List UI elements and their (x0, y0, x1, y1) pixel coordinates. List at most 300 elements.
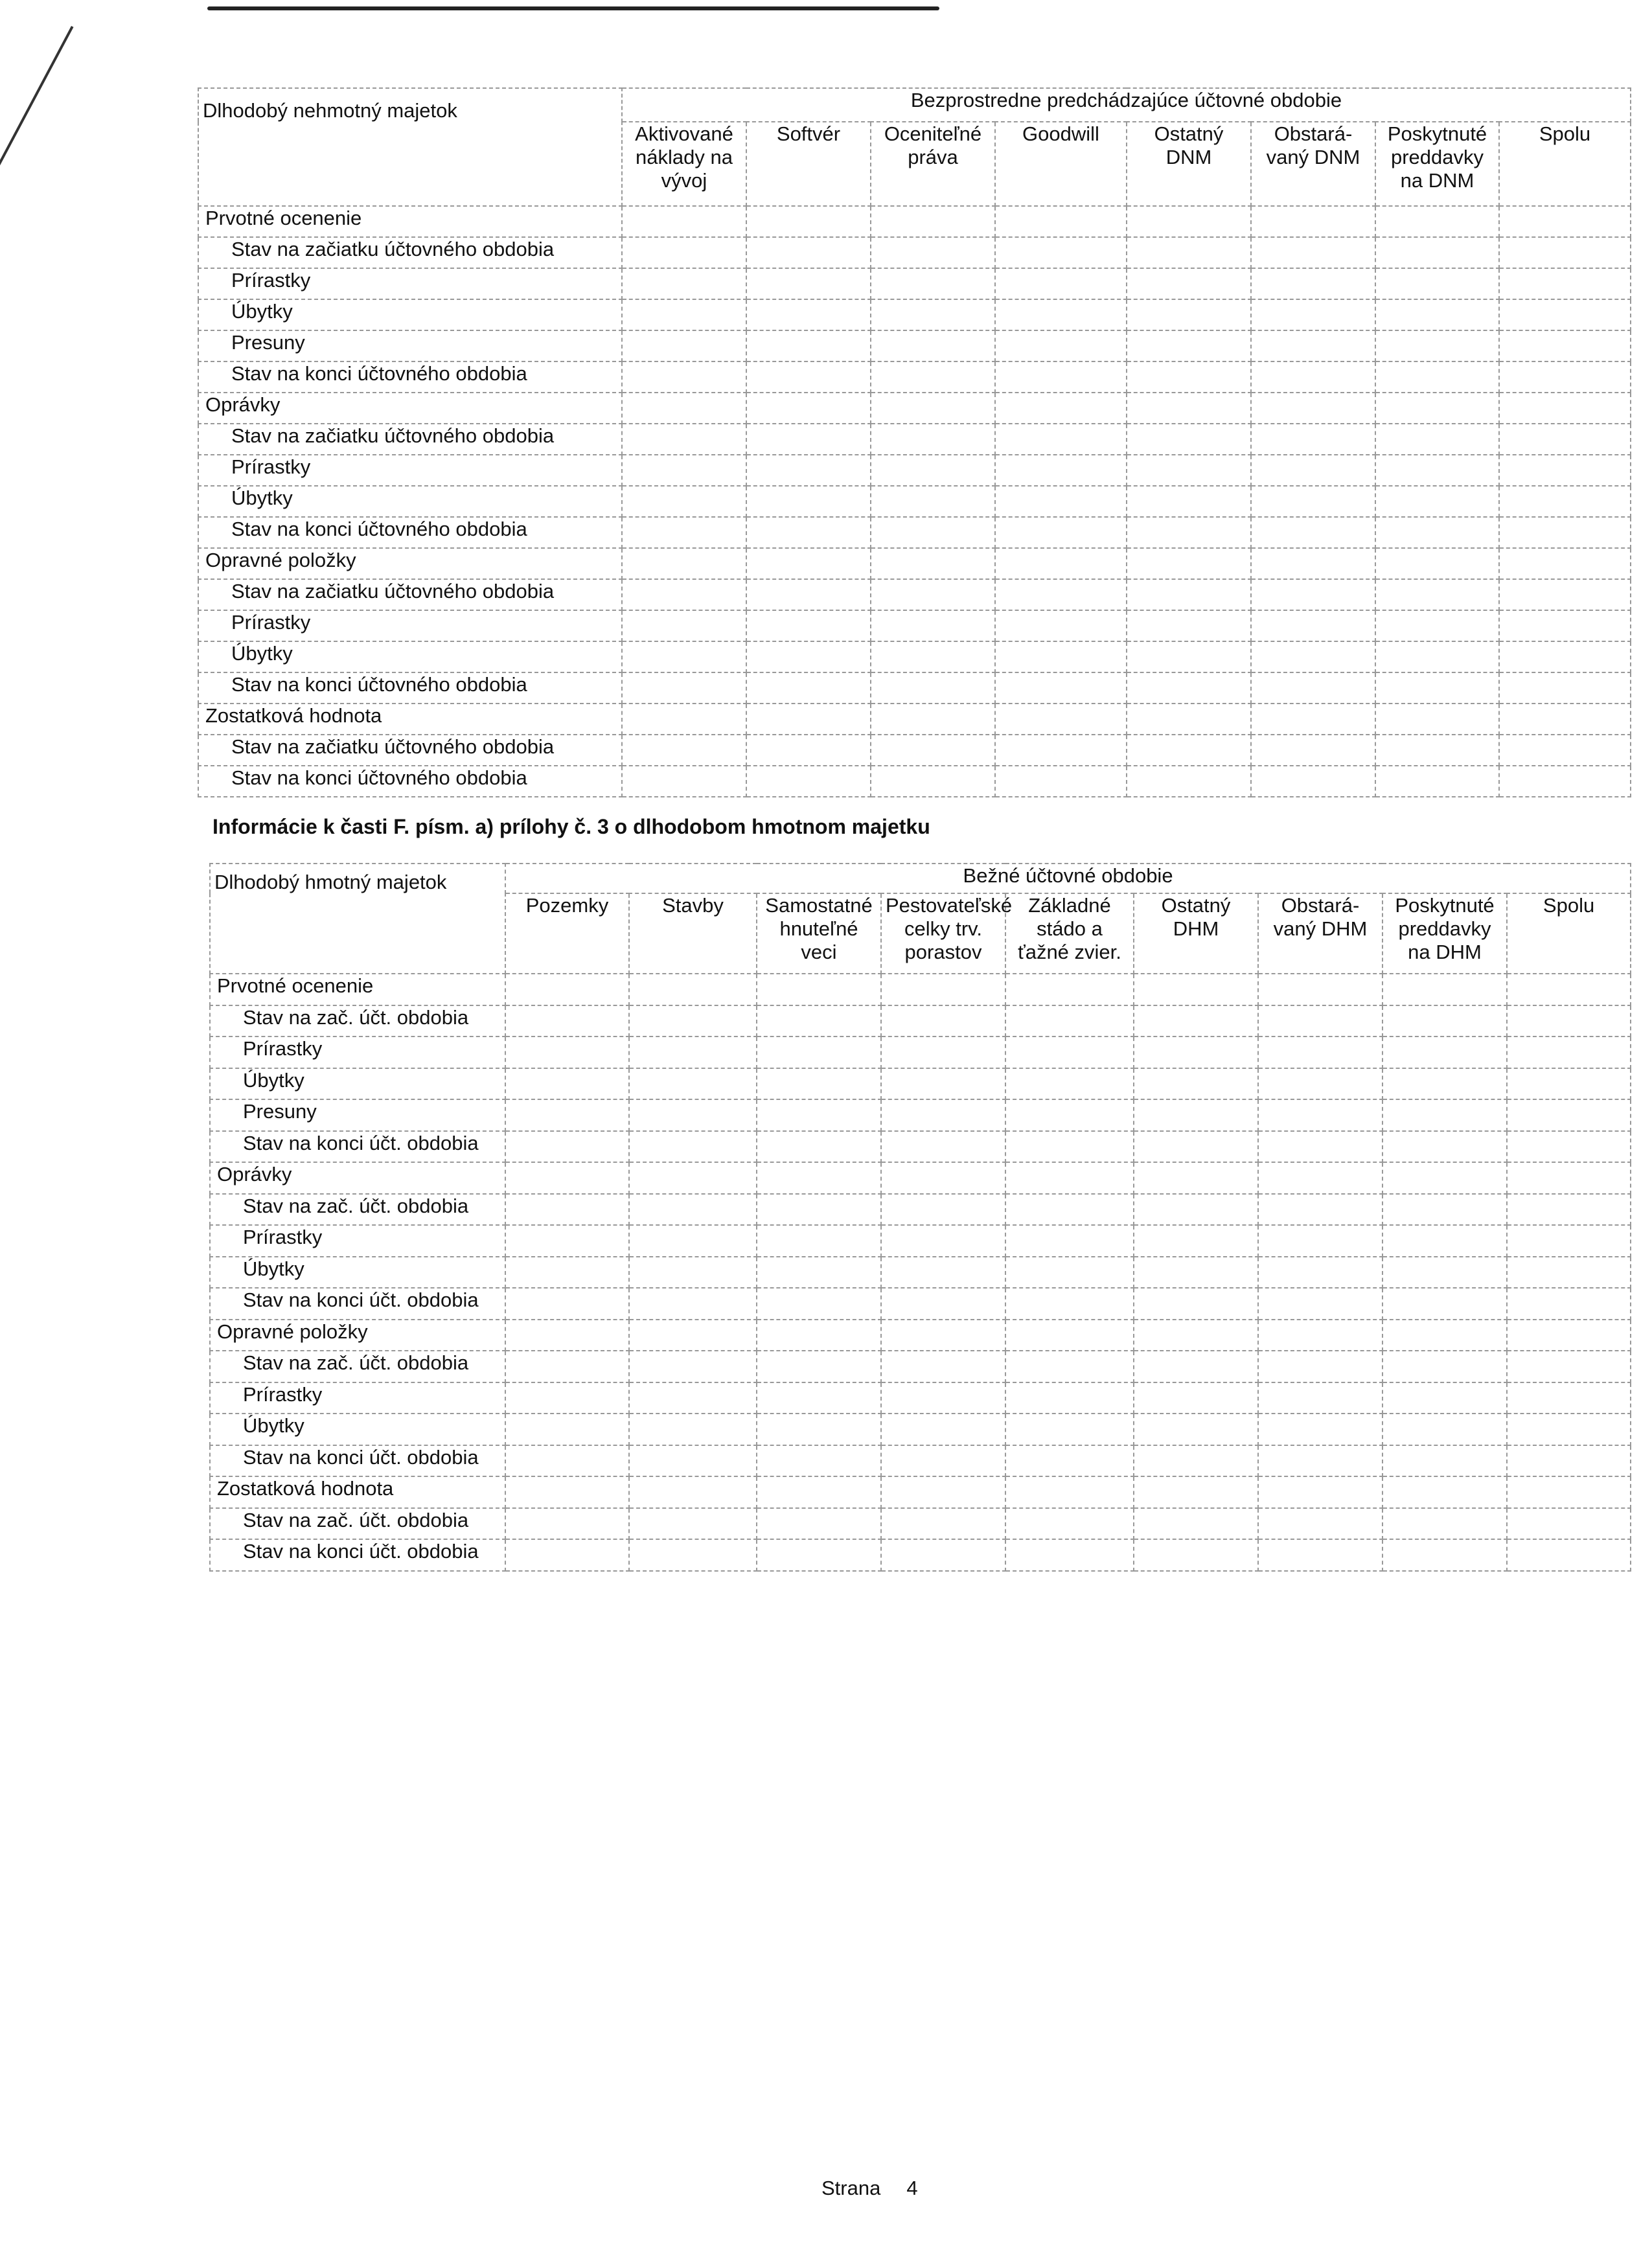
value-cell[interactable] (881, 1162, 1005, 1194)
value-cell[interactable] (505, 1351, 629, 1382)
value-cell[interactable] (1258, 1414, 1382, 1445)
value-cell[interactable] (1375, 206, 1499, 237)
value-cell[interactable] (622, 579, 746, 610)
value-cell[interactable] (1507, 1257, 1631, 1289)
value-cell[interactable] (1251, 237, 1375, 268)
value-cell[interactable] (622, 735, 746, 766)
value-cell[interactable] (1258, 974, 1382, 1005)
value-cell[interactable] (757, 1225, 881, 1257)
value-cell[interactable] (1127, 517, 1251, 548)
value-cell[interactable] (1005, 1414, 1134, 1445)
value-cell[interactable] (881, 1005, 1005, 1037)
value-cell[interactable] (1375, 330, 1499, 361)
value-cell[interactable] (622, 206, 746, 237)
value-cell[interactable] (1005, 974, 1134, 1005)
value-cell[interactable] (505, 1508, 629, 1540)
value-cell[interactable] (1005, 1162, 1134, 1194)
value-cell[interactable] (1005, 1320, 1134, 1351)
value-cell[interactable] (505, 1445, 629, 1477)
value-cell[interactable] (881, 1414, 1005, 1445)
value-cell[interactable] (1258, 1351, 1382, 1382)
value-cell[interactable] (1251, 299, 1375, 330)
value-cell[interactable] (622, 704, 746, 735)
value-cell[interactable] (1382, 1508, 1507, 1540)
value-cell[interactable] (871, 268, 995, 299)
value-cell[interactable] (757, 1257, 881, 1289)
value-cell[interactable] (881, 1068, 1005, 1100)
value-cell[interactable] (995, 486, 1127, 517)
value-cell[interactable] (1127, 361, 1251, 393)
value-cell[interactable] (757, 1539, 881, 1571)
value-cell[interactable] (1507, 1005, 1631, 1037)
value-cell[interactable] (757, 1288, 881, 1320)
value-cell[interactable] (505, 1005, 629, 1037)
value-cell[interactable] (757, 1131, 881, 1163)
value-cell[interactable] (505, 1288, 629, 1320)
value-cell[interactable] (1258, 1037, 1382, 1068)
value-cell[interactable] (1375, 268, 1499, 299)
value-cell[interactable] (757, 1414, 881, 1445)
value-cell[interactable] (746, 579, 871, 610)
value-cell[interactable] (629, 1037, 757, 1068)
value-cell[interactable] (505, 1225, 629, 1257)
value-cell[interactable] (995, 393, 1127, 424)
value-cell[interactable] (1258, 1288, 1382, 1320)
value-cell[interactable] (629, 1476, 757, 1508)
value-cell[interactable] (1005, 1131, 1134, 1163)
value-cell[interactable] (1127, 330, 1251, 361)
value-cell[interactable] (1258, 1539, 1382, 1571)
value-cell[interactable] (1251, 672, 1375, 704)
value-cell[interactable] (746, 393, 871, 424)
value-cell[interactable] (1375, 455, 1499, 486)
value-cell[interactable] (1005, 1351, 1134, 1382)
value-cell[interactable] (1127, 641, 1251, 672)
value-cell[interactable] (1375, 735, 1499, 766)
value-cell[interactable] (1382, 1068, 1507, 1100)
value-cell[interactable] (746, 361, 871, 393)
value-cell[interactable] (505, 1382, 629, 1414)
value-cell[interactable] (622, 548, 746, 579)
value-cell[interactable] (1382, 1320, 1507, 1351)
value-cell[interactable] (1382, 1225, 1507, 1257)
value-cell[interactable] (1499, 641, 1631, 672)
value-cell[interactable] (1499, 330, 1631, 361)
value-cell[interactable] (1499, 672, 1631, 704)
value-cell[interactable] (757, 1099, 881, 1131)
value-cell[interactable] (1005, 1288, 1134, 1320)
value-cell[interactable] (746, 424, 871, 455)
value-cell[interactable] (622, 268, 746, 299)
value-cell[interactable] (1134, 1320, 1258, 1351)
value-cell[interactable] (1127, 610, 1251, 641)
value-cell[interactable] (871, 237, 995, 268)
value-cell[interactable] (1127, 206, 1251, 237)
value-cell[interactable] (746, 237, 871, 268)
value-cell[interactable] (1134, 1068, 1258, 1100)
value-cell[interactable] (995, 672, 1127, 704)
value-cell[interactable] (871, 672, 995, 704)
value-cell[interactable] (881, 1445, 1005, 1477)
value-cell[interactable] (1127, 548, 1251, 579)
value-cell[interactable] (871, 299, 995, 330)
value-cell[interactable] (1499, 735, 1631, 766)
value-cell[interactable] (995, 766, 1127, 797)
value-cell[interactable] (1258, 1099, 1382, 1131)
value-cell[interactable] (871, 330, 995, 361)
value-cell[interactable] (1258, 1131, 1382, 1163)
value-cell[interactable] (871, 486, 995, 517)
value-cell[interactable] (1258, 1508, 1382, 1540)
value-cell[interactable] (1382, 1382, 1507, 1414)
value-cell[interactable] (757, 1508, 881, 1540)
value-cell[interactable] (622, 424, 746, 455)
value-cell[interactable] (1507, 1539, 1631, 1571)
value-cell[interactable] (1127, 455, 1251, 486)
value-cell[interactable] (1134, 1131, 1258, 1163)
value-cell[interactable] (1507, 1351, 1631, 1382)
value-cell[interactable] (622, 486, 746, 517)
value-cell[interactable] (871, 735, 995, 766)
value-cell[interactable] (1382, 1288, 1507, 1320)
value-cell[interactable] (1499, 393, 1631, 424)
value-cell[interactable] (871, 455, 995, 486)
value-cell[interactable] (1382, 1005, 1507, 1037)
value-cell[interactable] (871, 579, 995, 610)
value-cell[interactable] (1499, 299, 1631, 330)
value-cell[interactable] (995, 299, 1127, 330)
value-cell[interactable] (871, 548, 995, 579)
value-cell[interactable] (1507, 1445, 1631, 1477)
value-cell[interactable] (505, 1539, 629, 1571)
value-cell[interactable] (746, 206, 871, 237)
value-cell[interactable] (1382, 1037, 1507, 1068)
value-cell[interactable] (629, 1194, 757, 1226)
value-cell[interactable] (757, 1351, 881, 1382)
value-cell[interactable] (881, 1225, 1005, 1257)
value-cell[interactable] (1005, 1225, 1134, 1257)
value-cell[interactable] (505, 1414, 629, 1445)
value-cell[interactable] (1258, 1068, 1382, 1100)
value-cell[interactable] (871, 393, 995, 424)
value-cell[interactable] (746, 299, 871, 330)
value-cell[interactable] (746, 517, 871, 548)
value-cell[interactable] (1251, 704, 1375, 735)
value-cell[interactable] (1251, 610, 1375, 641)
value-cell[interactable] (1127, 579, 1251, 610)
value-cell[interactable] (1382, 1414, 1507, 1445)
value-cell[interactable] (1499, 237, 1631, 268)
value-cell[interactable] (1251, 361, 1375, 393)
value-cell[interactable] (1258, 1162, 1382, 1194)
value-cell[interactable] (629, 1320, 757, 1351)
value-cell[interactable] (995, 237, 1127, 268)
value-cell[interactable] (505, 1131, 629, 1163)
value-cell[interactable] (1499, 424, 1631, 455)
value-cell[interactable] (622, 766, 746, 797)
value-cell[interactable] (1507, 1320, 1631, 1351)
value-cell[interactable] (1127, 268, 1251, 299)
value-cell[interactable] (757, 1382, 881, 1414)
value-cell[interactable] (757, 1320, 881, 1351)
value-cell[interactable] (505, 1068, 629, 1100)
value-cell[interactable] (1507, 1131, 1631, 1163)
value-cell[interactable] (629, 1288, 757, 1320)
value-cell[interactable] (881, 1099, 1005, 1131)
value-cell[interactable] (1499, 548, 1631, 579)
value-cell[interactable] (1005, 1476, 1134, 1508)
value-cell[interactable] (1134, 974, 1258, 1005)
value-cell[interactable] (1251, 455, 1375, 486)
value-cell[interactable] (1127, 766, 1251, 797)
value-cell[interactable] (1005, 1508, 1134, 1540)
value-cell[interactable] (881, 974, 1005, 1005)
value-cell[interactable] (995, 735, 1127, 766)
value-cell[interactable] (1251, 641, 1375, 672)
value-cell[interactable] (1382, 1476, 1507, 1508)
value-cell[interactable] (1251, 486, 1375, 517)
value-cell[interactable] (1005, 1257, 1134, 1289)
value-cell[interactable] (1005, 1099, 1134, 1131)
value-cell[interactable] (505, 1476, 629, 1508)
value-cell[interactable] (1134, 1288, 1258, 1320)
value-cell[interactable] (995, 579, 1127, 610)
value-cell[interactable] (1251, 393, 1375, 424)
value-cell[interactable] (1005, 1005, 1134, 1037)
value-cell[interactable] (1258, 1225, 1382, 1257)
value-cell[interactable] (1499, 579, 1631, 610)
value-cell[interactable] (1005, 1382, 1134, 1414)
value-cell[interactable] (622, 610, 746, 641)
value-cell[interactable] (1251, 330, 1375, 361)
value-cell[interactable] (505, 1162, 629, 1194)
value-cell[interactable] (622, 455, 746, 486)
value-cell[interactable] (1251, 517, 1375, 548)
value-cell[interactable] (629, 1382, 757, 1414)
value-cell[interactable] (1382, 974, 1507, 1005)
value-cell[interactable] (1251, 766, 1375, 797)
value-cell[interactable] (871, 206, 995, 237)
value-cell[interactable] (995, 704, 1127, 735)
value-cell[interactable] (1382, 1194, 1507, 1226)
value-cell[interactable] (757, 974, 881, 1005)
value-cell[interactable] (1382, 1099, 1507, 1131)
value-cell[interactable] (1382, 1445, 1507, 1477)
value-cell[interactable] (757, 1445, 881, 1477)
value-cell[interactable] (1005, 1037, 1134, 1068)
value-cell[interactable] (1127, 237, 1251, 268)
value-cell[interactable] (995, 517, 1127, 548)
value-cell[interactable] (881, 1351, 1005, 1382)
value-cell[interactable] (746, 330, 871, 361)
value-cell[interactable] (1258, 1194, 1382, 1226)
value-cell[interactable] (1499, 486, 1631, 517)
value-cell[interactable] (622, 299, 746, 330)
value-cell[interactable] (746, 268, 871, 299)
value-cell[interactable] (1375, 299, 1499, 330)
value-cell[interactable] (881, 1320, 1005, 1351)
value-cell[interactable] (505, 1320, 629, 1351)
value-cell[interactable] (1375, 393, 1499, 424)
value-cell[interactable] (1127, 704, 1251, 735)
value-cell[interactable] (1251, 424, 1375, 455)
value-cell[interactable] (1507, 1508, 1631, 1540)
value-cell[interactable] (1499, 361, 1631, 393)
value-cell[interactable] (871, 424, 995, 455)
value-cell[interactable] (1134, 1539, 1258, 1571)
value-cell[interactable] (1507, 1414, 1631, 1445)
value-cell[interactable] (746, 486, 871, 517)
value-cell[interactable] (1134, 1257, 1258, 1289)
value-cell[interactable] (1127, 424, 1251, 455)
value-cell[interactable] (629, 1005, 757, 1037)
value-cell[interactable] (1375, 766, 1499, 797)
value-cell[interactable] (746, 766, 871, 797)
value-cell[interactable] (629, 1508, 757, 1540)
value-cell[interactable] (746, 641, 871, 672)
value-cell[interactable] (622, 393, 746, 424)
value-cell[interactable] (1251, 206, 1375, 237)
value-cell[interactable] (881, 1194, 1005, 1226)
value-cell[interactable] (1134, 1445, 1258, 1477)
value-cell[interactable] (757, 1194, 881, 1226)
value-cell[interactable] (629, 1539, 757, 1571)
value-cell[interactable] (629, 1131, 757, 1163)
value-cell[interactable] (1499, 766, 1631, 797)
value-cell[interactable] (1258, 1476, 1382, 1508)
value-cell[interactable] (1507, 1068, 1631, 1100)
value-cell[interactable] (622, 237, 746, 268)
value-cell[interactable] (505, 1099, 629, 1131)
value-cell[interactable] (1375, 486, 1499, 517)
value-cell[interactable] (1258, 1382, 1382, 1414)
value-cell[interactable] (871, 704, 995, 735)
value-cell[interactable] (629, 1445, 757, 1477)
value-cell[interactable] (629, 974, 757, 1005)
value-cell[interactable] (746, 704, 871, 735)
value-cell[interactable] (995, 610, 1127, 641)
value-cell[interactable] (1382, 1539, 1507, 1571)
value-cell[interactable] (1499, 206, 1631, 237)
value-cell[interactable] (622, 517, 746, 548)
value-cell[interactable] (1134, 1037, 1258, 1068)
value-cell[interactable] (1251, 268, 1375, 299)
value-cell[interactable] (1134, 1476, 1258, 1508)
value-cell[interactable] (1005, 1068, 1134, 1100)
value-cell[interactable] (1258, 1445, 1382, 1477)
value-cell[interactable] (1134, 1508, 1258, 1540)
value-cell[interactable] (1499, 704, 1631, 735)
value-cell[interactable] (1134, 1414, 1258, 1445)
value-cell[interactable] (881, 1257, 1005, 1289)
value-cell[interactable] (1507, 1099, 1631, 1131)
value-cell[interactable] (1382, 1162, 1507, 1194)
value-cell[interactable] (1375, 641, 1499, 672)
value-cell[interactable] (995, 206, 1127, 237)
value-cell[interactable] (881, 1508, 1005, 1540)
value-cell[interactable] (1499, 455, 1631, 486)
value-cell[interactable] (505, 1257, 629, 1289)
value-cell[interactable] (1134, 1099, 1258, 1131)
value-cell[interactable] (1258, 1005, 1382, 1037)
value-cell[interactable] (1375, 361, 1499, 393)
value-cell[interactable] (1134, 1382, 1258, 1414)
value-cell[interactable] (1499, 517, 1631, 548)
value-cell[interactable] (505, 1037, 629, 1068)
value-cell[interactable] (622, 641, 746, 672)
value-cell[interactable] (629, 1225, 757, 1257)
value-cell[interactable] (871, 766, 995, 797)
value-cell[interactable] (1375, 672, 1499, 704)
value-cell[interactable] (871, 517, 995, 548)
value-cell[interactable] (1499, 268, 1631, 299)
value-cell[interactable] (1258, 1257, 1382, 1289)
value-cell[interactable] (757, 1005, 881, 1037)
value-cell[interactable] (1134, 1225, 1258, 1257)
value-cell[interactable] (995, 641, 1127, 672)
value-cell[interactable] (1382, 1131, 1507, 1163)
value-cell[interactable] (1005, 1539, 1134, 1571)
value-cell[interactable] (629, 1099, 757, 1131)
value-cell[interactable] (995, 424, 1127, 455)
value-cell[interactable] (1134, 1005, 1258, 1037)
value-cell[interactable] (871, 610, 995, 641)
value-cell[interactable] (757, 1476, 881, 1508)
value-cell[interactable] (1375, 704, 1499, 735)
value-cell[interactable] (1127, 393, 1251, 424)
value-cell[interactable] (881, 1131, 1005, 1163)
value-cell[interactable] (505, 974, 629, 1005)
value-cell[interactable] (1127, 735, 1251, 766)
value-cell[interactable] (629, 1068, 757, 1100)
value-cell[interactable] (871, 641, 995, 672)
value-cell[interactable] (1134, 1162, 1258, 1194)
value-cell[interactable] (995, 330, 1127, 361)
value-cell[interactable] (746, 610, 871, 641)
value-cell[interactable] (881, 1288, 1005, 1320)
value-cell[interactable] (1005, 1445, 1134, 1477)
value-cell[interactable] (629, 1414, 757, 1445)
value-cell[interactable] (881, 1539, 1005, 1571)
value-cell[interactable] (995, 268, 1127, 299)
value-cell[interactable] (1258, 1320, 1382, 1351)
value-cell[interactable] (1251, 548, 1375, 579)
value-cell[interactable] (1005, 1194, 1134, 1226)
value-cell[interactable] (1375, 517, 1499, 548)
value-cell[interactable] (1382, 1257, 1507, 1289)
value-cell[interactable] (1127, 486, 1251, 517)
value-cell[interactable] (1375, 424, 1499, 455)
value-cell[interactable] (1507, 974, 1631, 1005)
value-cell[interactable] (629, 1351, 757, 1382)
value-cell[interactable] (1375, 548, 1499, 579)
value-cell[interactable] (622, 361, 746, 393)
value-cell[interactable] (1375, 610, 1499, 641)
value-cell[interactable] (1507, 1476, 1631, 1508)
value-cell[interactable] (629, 1162, 757, 1194)
value-cell[interactable] (505, 1194, 629, 1226)
value-cell[interactable] (1499, 610, 1631, 641)
value-cell[interactable] (1507, 1037, 1631, 1068)
value-cell[interactable] (1127, 299, 1251, 330)
value-cell[interactable] (1507, 1382, 1631, 1414)
value-cell[interactable] (746, 455, 871, 486)
value-cell[interactable] (757, 1068, 881, 1100)
value-cell[interactable] (1251, 579, 1375, 610)
value-cell[interactable] (881, 1476, 1005, 1508)
value-cell[interactable] (622, 672, 746, 704)
value-cell[interactable] (1507, 1162, 1631, 1194)
